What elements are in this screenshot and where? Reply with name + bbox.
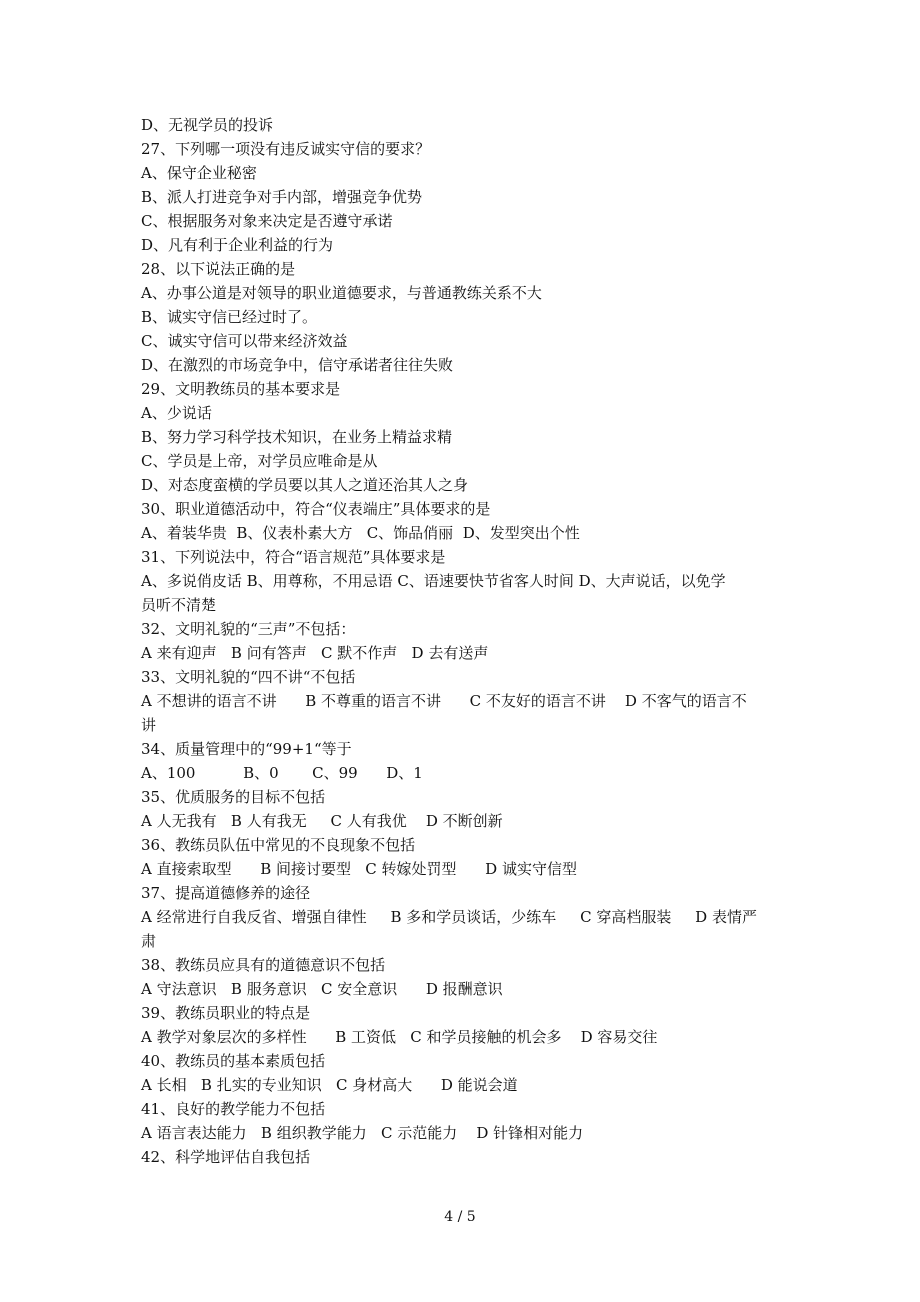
question-line: 32、文明礼貌的“三声”不包括： (141, 620, 356, 638)
option-line: D、在激烈的市场竞争中，信守承诺者往往失败 (141, 356, 454, 374)
question-line: 36、教练员队伍中常见的不良现象不包括 (141, 836, 416, 854)
option-line: D、对态度蛮横的学员要以其人之道还治其人之身 (141, 476, 469, 494)
question-line: 41、良好的教学能力不包括 (141, 1100, 326, 1118)
option-line: A 长相 B 扎实的专业知识 C 身材高大 D 能说会道 (141, 1076, 518, 1094)
option-line: A 经常进行自我反省、增强自律性 B 多和学员谈话，少练车 C 穿高档服装 D 表情严 (141, 908, 757, 926)
option-line: B、派人打进竞争对手内部，增强竞争优势 (141, 188, 423, 206)
option-line: A 语言表达能力 B 组织教学能力 C 示范能力 D 针锋相对能力 (141, 1124, 584, 1142)
option-line: A、100 B、0 C、99 D、1 (141, 764, 423, 782)
option-line: C、诚实守信可以带来经济效益 (141, 332, 348, 350)
option-line: A、多说俏皮话 B、用尊称，不用忌语 C、语速要快节省客人时间 D、大声说话，以免学 (141, 572, 726, 590)
page-number: 4 / 5 (444, 1209, 476, 1225)
question-line: 28、以下说法正确的是 (141, 260, 296, 278)
option-line: C、根据服务对象来决定是否遵守承诺 (141, 212, 393, 230)
option-line: A 直接索取型 B 间接讨要型 C 转嫁处罚型 D 诚实守信型 (141, 860, 577, 878)
question-line: 31、下列说法中，符合“语言规范”具体要求是 (141, 548, 446, 566)
question-line: 39、教练员职业的特点是 (141, 1004, 311, 1022)
text-line: D、无视学员的投诉 (141, 116, 274, 134)
question-line: 34、质量管理中的“99+1“等于 (141, 740, 352, 758)
question-line: 29、文明教练员的基本要求是 (141, 380, 341, 398)
option-line: D、凡有利于企业利益的行为 (141, 236, 334, 254)
option-line: A、办事公道是对领导的职业道德要求，与普通教练关系不大 (141, 284, 542, 302)
question-line: 35、优质服务的目标不包括 (141, 788, 326, 806)
question-line: 30、职业道德活动中，符合“仪表端庄”具体要求的是 (141, 500, 491, 518)
question-line: 38、教练员应具有的道德意识不包括 (141, 956, 386, 974)
question-line: 37、提高道德修养的途径 (141, 884, 311, 902)
option-line: A 守法意识 B 服务意识 C 安全意识 D 报酬意识 (141, 980, 503, 998)
option-line: A 不想讲的语言不讲 B 不尊重的语言不讲 C 不友好的语言不讲 D 不客气的语言不 (141, 692, 747, 710)
question-line: 42、科学地评估自我包括 (141, 1148, 311, 1166)
question-line: 33、文明礼貌的“四不讲“不包括 (141, 668, 356, 686)
option-line: A、少说话 (141, 404, 212, 422)
option-line: 讲 (141, 716, 157, 734)
option-line: B、诚实守信已经过时了。 (141, 308, 318, 326)
option-line: C、学员是上帝，对学员应唯命是从 (141, 452, 378, 470)
option-line: A 来有迎声 B 问有答声 C 默不作声 D 去有送声 (141, 644, 489, 662)
option-line: A、着装华贵 B、仪表朴素大方 C、饰品俏丽 D、发型突出个性 (141, 524, 580, 542)
option-line: 肃 (141, 932, 157, 950)
page-content (141, 113, 786, 1169)
option-line: B、努力学习科学技术知识，在业务上精益求精 (141, 428, 453, 446)
option-line: A、保守企业秘密 (141, 164, 257, 182)
question-line: 27、下列哪一项没有违反诚实守信的要求？ (141, 140, 431, 158)
option-line: A 教学对象层次的多样性 B 工资低 C 和学员接触的机会多 D 容易交往 (141, 1028, 658, 1046)
option-line: A 人无我有 B 人有我无 C 人有我优 D 不断创新 (141, 812, 503, 830)
question-line: 40、教练员的基本素质包括 (141, 1052, 326, 1070)
option-line: 员听不清楚 (141, 596, 217, 614)
